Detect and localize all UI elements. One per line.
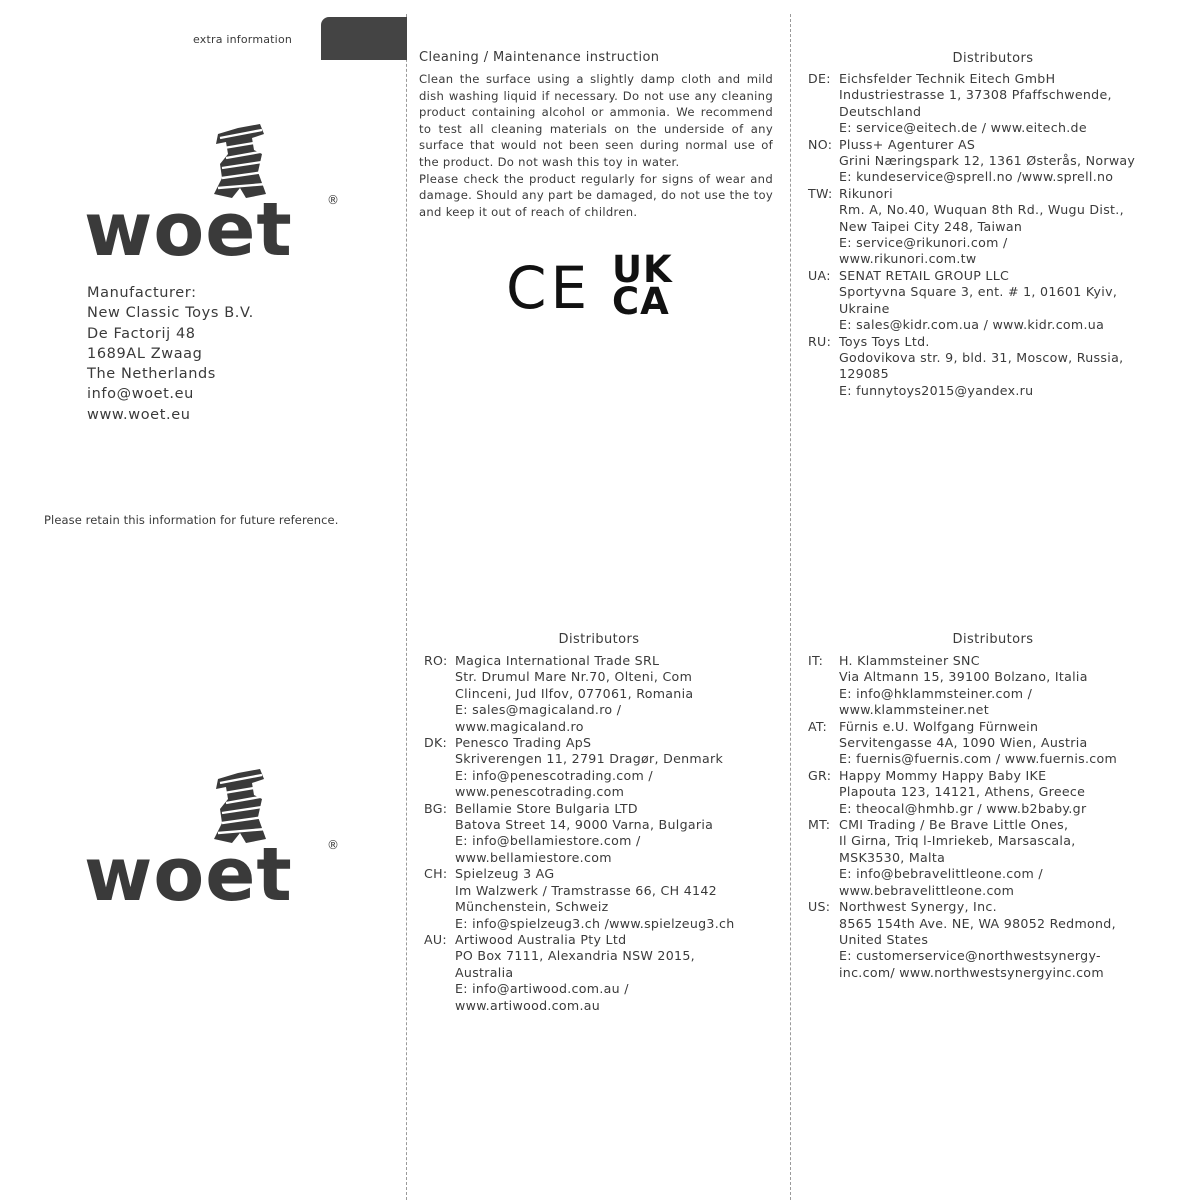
manufacturer-company: New Classic Toys B.V.	[87, 305, 254, 322]
address-line: New Taipei City 248, Taiwan	[839, 218, 1023, 234]
address-line: MSK3530, Malta	[839, 849, 946, 865]
country-code: AU:	[424, 931, 447, 947]
registered-mark: ®	[327, 193, 339, 207]
distributor-entry	[424, 653, 774, 735]
distributors-title: Distributors	[952, 51, 1034, 66]
distributor-entry	[808, 186, 1178, 268]
address-line: Bellamie Store Bulgaria LTD	[455, 800, 638, 816]
country-code: DE:	[808, 71, 831, 86]
cleaning-paragraph-2: Please check the product regularly for signs of wear and damage. Should any part be damaged, do not use the toy and keep it out of reach of children.	[419, 171, 773, 219]
fold-line-right	[790, 14, 791, 1200]
distributor-address	[839, 653, 1088, 719]
distributor-entry	[808, 268, 1178, 334]
distributors-panel-1	[808, 51, 1178, 399]
cleaning-title: Cleaning / Maintenance instruction	[419, 50, 660, 65]
address-line: Im Walzwerk / Tramstrasse 66, CH 4142	[455, 882, 717, 898]
distributor-entry	[808, 768, 1178, 817]
manufacturer-postal: 1689AL Zwaag	[87, 345, 203, 362]
address-line: Grini Næringspark 12, 1361 Østerås, Norway	[839, 153, 1136, 169]
distributor-address	[839, 817, 1076, 899]
address-line: CMI Trading / Be Brave Little Ones,	[839, 817, 1069, 833]
distributor-address	[839, 71, 1112, 137]
address-line: Deutschland	[839, 103, 922, 119]
ce-mark: CE	[506, 254, 592, 322]
address-line: www.rikunori.com.tw	[839, 251, 977, 267]
ukca-top: UK	[612, 248, 673, 291]
country-code: US:	[808, 899, 831, 915]
cleaning-section	[419, 50, 773, 220]
brand-wordmark: woet	[84, 832, 293, 907]
address-line: Rm. A, No.40, Wuquan 8th Rd., Wugu Dist.,	[839, 202, 1124, 218]
address-line: E: info@hklammsteiner.com /	[839, 685, 1033, 701]
distributor-entry	[808, 719, 1178, 768]
distributor-entry	[808, 334, 1178, 400]
distributor-entry	[808, 137, 1178, 186]
distributor-entry	[808, 71, 1178, 137]
country-code: UA:	[808, 267, 831, 283]
country-code: CH:	[424, 866, 448, 882]
address-line: E: kundeservice@sprell.no /www.sprell.no	[839, 169, 1114, 185]
address-line: Penesco Trading ApS	[455, 735, 592, 751]
retain-note: Please retain this information for future reference.	[44, 513, 339, 527]
address-line: Fürnis e.U. Wolfgang Fürnwein	[839, 718, 1039, 734]
woet-logo-bottom	[84, 767, 344, 907]
address-line: Industriestrasse 1, 37308 Pfaffschwende,	[839, 87, 1112, 103]
country-code: MT:	[808, 817, 831, 833]
distributor-entry	[808, 817, 1178, 899]
address-line: www.bebravelittleone.com	[839, 882, 1015, 898]
brand-wordmark: woet	[84, 187, 293, 262]
distributor-address	[839, 186, 1124, 268]
address-line: Clinceni, Jud Ilfov, 077061, Romania	[455, 685, 694, 701]
address-line: E: info@spielzeug3.ch /www.spielzeug3.ch	[455, 915, 735, 931]
distributor-address	[455, 801, 713, 867]
address-line: Plapouta 123, 14121, Athens, Greece	[839, 784, 1086, 800]
address-line: www.magicaland.ro	[455, 718, 584, 734]
address-line: Via Altmann 15, 39100 Bolzano, Italia	[839, 669, 1088, 685]
address-line: E: sales@magicaland.ro /	[455, 702, 622, 718]
address-line: Northwest Synergy, Inc.	[839, 899, 997, 915]
distributor-entry	[808, 653, 1178, 719]
address-line: Magica International Trade SRL	[455, 653, 660, 668]
country-code: GR:	[808, 767, 832, 783]
country-code: AT:	[808, 718, 828, 734]
address-line: E: info@bellamiestore.com /	[455, 833, 641, 849]
address-line: E: info@bebravelittleone.com /	[839, 866, 1043, 882]
address-line: SENAT RETAIL GROUP LLC	[839, 267, 1010, 283]
address-line: Skriverengen 11, 2791 Dragør, Denmark	[455, 751, 724, 767]
address-line: E: info@penescotrading.com /	[455, 767, 653, 783]
country-code: NO:	[808, 136, 833, 152]
distributor-address	[455, 866, 735, 932]
address-line: Spielzeug 3 AG	[455, 866, 555, 882]
address-line: www.klammsteiner.net	[839, 702, 989, 718]
distributor-entry	[424, 866, 774, 932]
distributors-title: Distributors	[952, 632, 1034, 647]
address-line: E: theocal@hmhb.gr / www.b2baby.gr	[839, 800, 1087, 816]
registered-mark: ®	[327, 838, 339, 852]
address-line: H. Klammsteiner SNC	[839, 653, 980, 668]
address-line: 8565 154th Ave. NE, WA 98052 Redmond,	[839, 915, 1116, 931]
address-line: Pluss+ Agenturer AS	[839, 136, 976, 152]
woet-logo-top	[84, 122, 344, 262]
distributor-entry	[424, 735, 774, 801]
address-line: PO Box 7111, Alexandria NSW 2015,	[455, 948, 695, 964]
manufacturer-website: www.woet.eu	[87, 406, 191, 423]
address-line: E: sales@kidr.com.ua / www.kidr.com.ua	[839, 317, 1105, 333]
address-line: Artiwood Australia Pty Ltd	[455, 931, 627, 947]
address-line: Münchenstein, Schweiz	[455, 899, 609, 915]
distributor-address	[839, 334, 1123, 400]
country-code: IT:	[808, 653, 824, 668]
fold-line-left	[406, 14, 407, 1200]
address-line: inc.com/ www.northwestsynergyinc.com	[839, 964, 1104, 980]
distributor-address	[839, 899, 1116, 981]
address-line: Godovikova str. 9, bld. 31, Moscow, Russia,	[839, 349, 1124, 365]
address-line: Batova Street 14, 9000 Varna, Bulgaria	[455, 817, 714, 833]
address-line: E: funnytoys2015@yandex.ru	[839, 382, 1034, 398]
distributors-panel-2	[424, 632, 774, 1014]
distributor-address	[839, 268, 1117, 334]
manufacturer-label: Manufacturer:	[87, 285, 197, 301]
distributors-panel-3	[808, 632, 1178, 981]
address-line: Ukraine	[839, 300, 890, 316]
address-line: E: service@rikunori.com /	[839, 235, 1008, 251]
cleaning-paragraph-1: Clean the surface using a slightly damp cloth and mild dish washing liquid if necessary. Do not use any cleaning product containing alcohol or ammonia. We recommend to test all cleaning materials on the underside of any surface that would not been seen during normal use of the product. Do not wash this toy in water.	[419, 72, 773, 169]
distributors-title: Distributors	[558, 632, 640, 647]
manufacturer-block	[87, 283, 254, 425]
address-line: www.penescotrading.com	[455, 784, 625, 800]
distributor-address	[455, 653, 693, 735]
address-line: 129085	[839, 366, 889, 382]
manufacturer-email: info@woet.eu	[87, 386, 194, 403]
tab-label: extra information	[193, 33, 293, 46]
address-line: E: service@eitech.de / www.eitech.de	[839, 120, 1087, 136]
extra-information-tab	[0, 0, 410, 60]
distributor-entry	[424, 932, 774, 1014]
address-line: Australia	[455, 964, 514, 980]
address-line: E: customerservice@northwestsynergy-	[839, 948, 1101, 964]
country-code: TW:	[808, 185, 833, 201]
address-line: Happy Mommy Happy Baby IKE	[839, 767, 1047, 783]
distributor-address	[455, 932, 695, 1014]
address-line: www.bellamiestore.com	[455, 849, 612, 865]
tab-block	[321, 17, 407, 60]
address-line: Servitengasse 4A, 1090 Wien, Austria	[839, 735, 1088, 751]
distributor-entry	[808, 899, 1178, 981]
address-line: Sportyvna Square 3, ent. # 1, 01601 Kyiv,	[839, 284, 1118, 300]
manufacturer-street: De Factorij 48	[87, 325, 196, 342]
country-code: RU:	[808, 333, 832, 349]
country-code: BG:	[424, 800, 448, 816]
country-code: DK:	[424, 735, 448, 751]
distributor-entry	[424, 801, 774, 867]
address-line: www.artiwood.com.au	[455, 997, 601, 1013]
address-line: Str. Drumul Mare Nr.70, Olteni, Com	[455, 669, 693, 685]
address-line: Toys Toys Ltd.	[839, 333, 930, 349]
ukca-bottom: CA	[612, 280, 670, 323]
distributor-address	[839, 137, 1135, 186]
address-line: Rikunori	[839, 185, 893, 201]
distributor-address	[455, 735, 723, 801]
country-code: RO:	[424, 653, 448, 668]
ukca-mark	[612, 248, 673, 323]
address-line: E: fuernis@fuernis.com / www.fuernis.com	[839, 751, 1118, 767]
address-line: E: info@artiwood.com.au /	[455, 981, 629, 997]
address-line: Il Girna, Triq l-Imriekeb, Marsascala,	[839, 833, 1076, 849]
address-line: United States	[839, 931, 929, 947]
distributor-address	[839, 768, 1086, 817]
address-line: Eichsfelder Technik Eitech GmbH	[839, 71, 1056, 86]
distributor-address	[839, 719, 1117, 768]
manufacturer-country: The Netherlands	[87, 366, 216, 383]
